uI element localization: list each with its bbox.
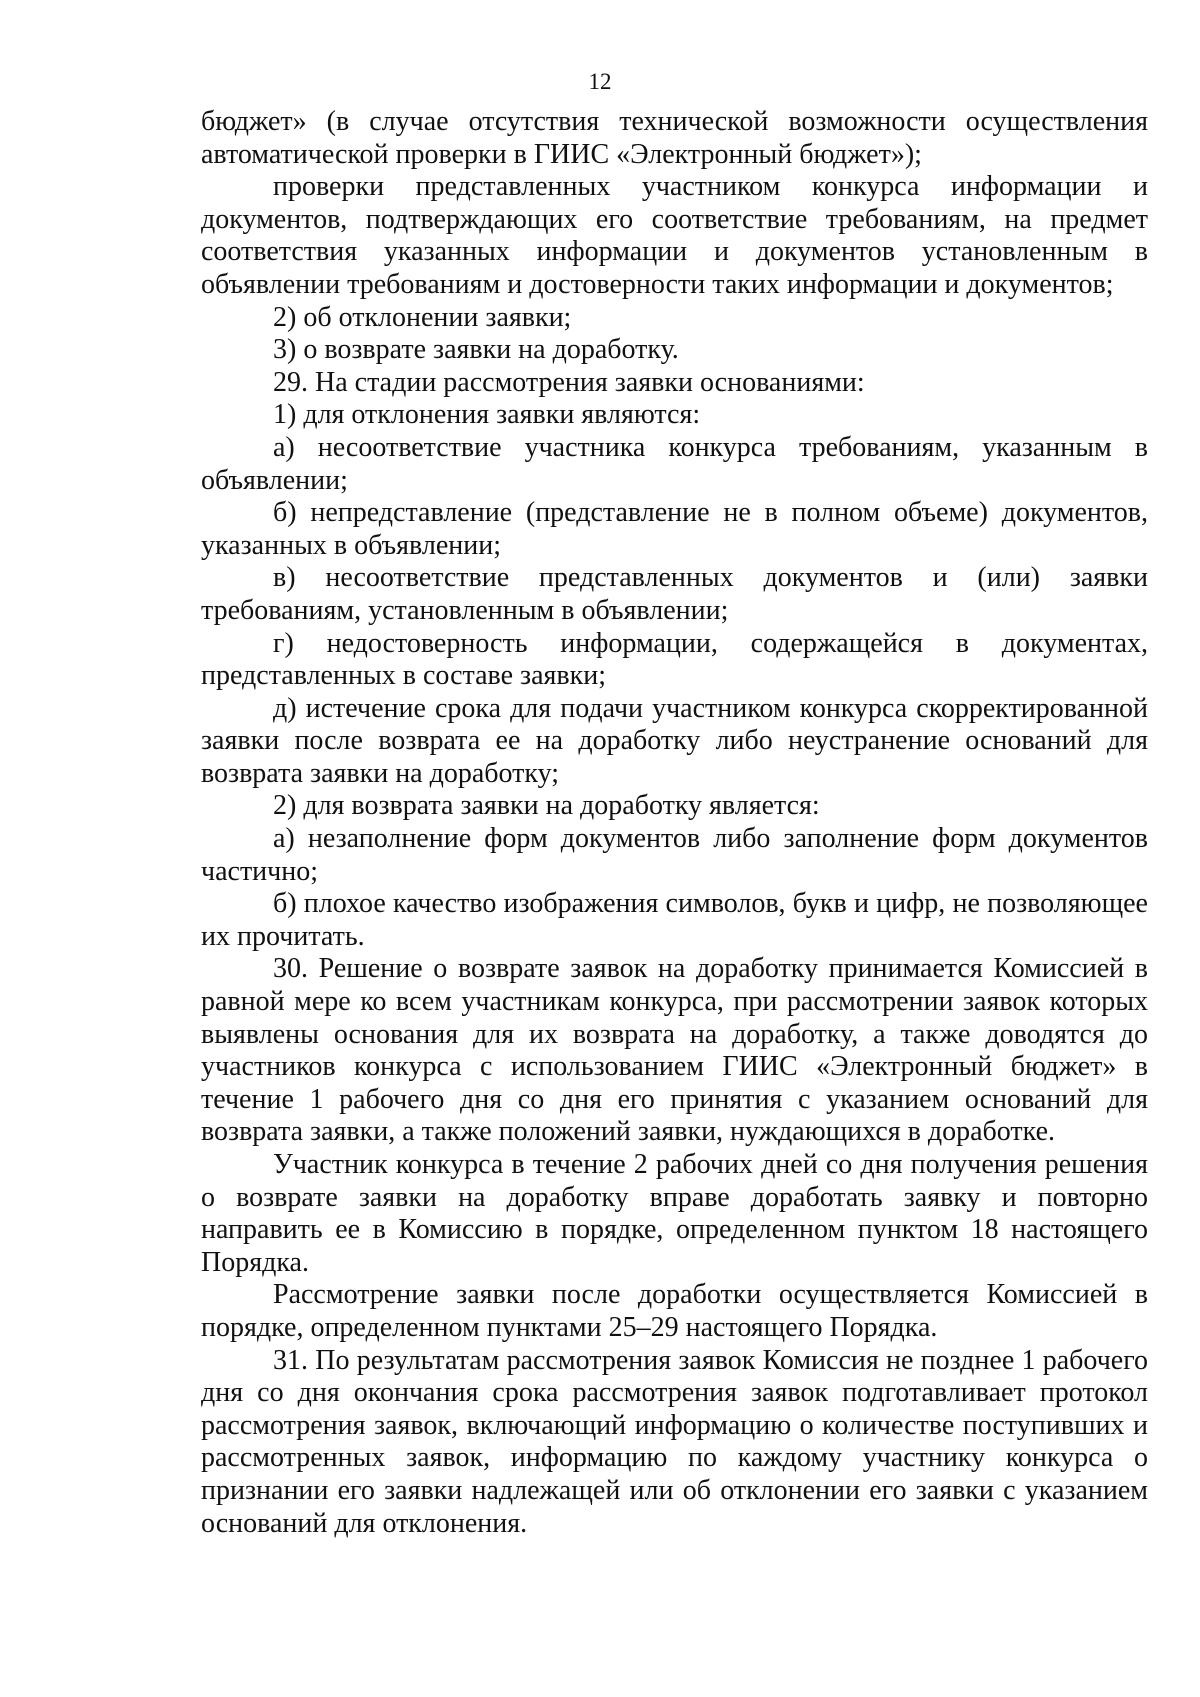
clause-29: 29. На стадии рассмотрения заявки основаниями: xyxy=(273,366,865,398)
clause-31: 31. По результатам рассмотрения заявок Комиссия не позднее 1 рабочего дня со дня окончания срока рассмотрения заявок подготавливает протокол рассмотрения заявок, включающий информацию о количестве поступивших и рассмотренных заявок, информацию по каждому участнику конкурса о признании его заявки надлежащей или об отклонении его заявки с указанием оснований для отклонения. xyxy=(201,1344,1148,1539)
clause-29-item-1b: б) непредставление (представление не в полном объеме) документов, указанных в объявлении; xyxy=(201,497,1148,561)
clause-29-item-1v: в) несоответствие представленных документов и (или) заявки требованиям, установленным в объявлении; xyxy=(201,562,1148,626)
clause-29-item-1d: д) истечение срока для подачи участником конкурса скорректированной заявки после возврата ее на доработку либо неустранение оснований для возврата заявки на доработку; xyxy=(201,692,1148,789)
clause-29-item-1g: г) недостоверность информации, содержащейся в документах, представленных в составе заявки; xyxy=(201,627,1148,692)
document-body xyxy=(201,106,1148,1540)
paragraph-continuation: бюджет» (в случае отсутствия технической возможности осуществления автоматической проверки в ГИИС «Электронный бюджет»); xyxy=(201,106,1148,170)
clause-30-participant: Участник конкурса в течение 2 рабочих дней со дня получения решения о возврате заявки на доработку вправе доработать заявку и повторно направить ее в Комиссию в порядке, определенном пунктом 18 настоящего Порядка. xyxy=(201,1149,1148,1278)
clause-30-review: Рассмотрение заявки после доработки осуществляется Комиссией в порядке, определенном пунктами 25–29 настоящего Порядка. xyxy=(201,1279,1148,1343)
clause-29-item-2: 2) для возврата заявки на доработку является: xyxy=(273,790,820,822)
clause-30: 30. Решение о возврате заявок на доработку принимается Комиссией в равной мере ко всем участникам конкурса, при рассмотрении заявок которых выявлены основания для их возврата на доработку, а также доводятся до участников конкурса с использованием ГИИС «Электронный бюджет» в течение 1 рабочего дня со дня его принятия с указанием оснований для возврата заявки, а также положений заявки, нуждающихся в доработке. xyxy=(201,953,1148,1148)
clause-29-item-2a: а) незаполнение форм документов либо заполнение форм документов частично; xyxy=(201,823,1148,887)
list-item-3-return: 3) о возврате заявки на доработку. xyxy=(273,334,679,366)
clause-29-item-2b: б) плохое качество изображения символов, букв и цифр, не позволяющее их прочитать. xyxy=(201,888,1148,952)
paragraph-verification: проверки представленных участником конкурса информации и документов, подтверждающих его соответствие требованиям, на предмет соответствия указанных информации и документов установленным в объявлении требованиям и достоверности таких информации и документов; xyxy=(201,171,1148,300)
clause-29-item-1a: а) несоответствие участника конкурса требованиям, указанным в объявлении; xyxy=(201,431,1148,496)
list-item-2-reject: 2) об отклонении заявки; xyxy=(273,301,572,333)
clause-29-item-1: 1) для отклонения заявки являются: xyxy=(273,399,701,431)
page-number: 12 xyxy=(588,69,612,94)
